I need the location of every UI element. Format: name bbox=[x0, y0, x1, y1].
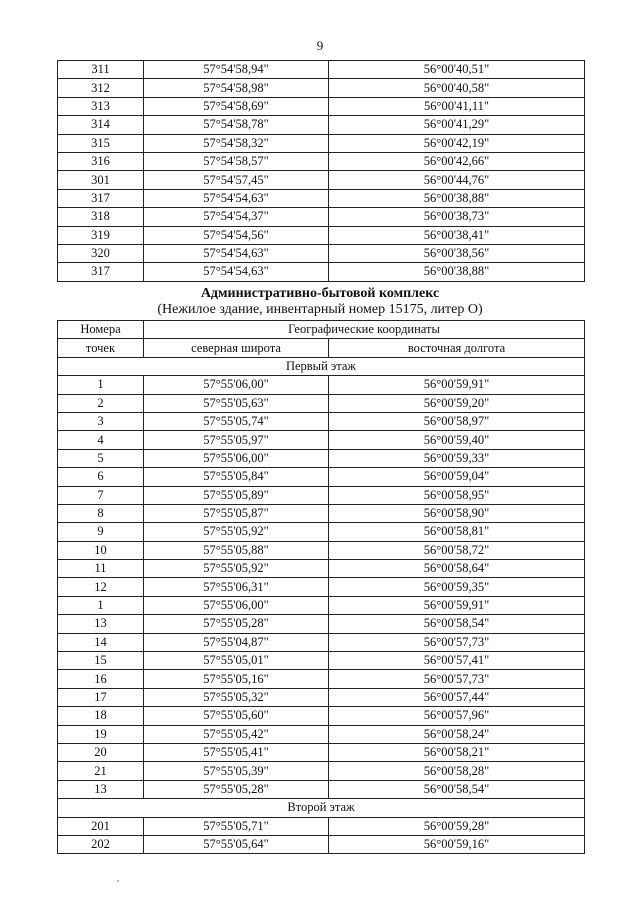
table-row bbox=[58, 468, 585, 486]
point-number-cell: 315 bbox=[58, 134, 144, 152]
longitude-cell: 56°00'57,73" bbox=[329, 670, 585, 688]
table-row bbox=[58, 116, 585, 134]
scan-speck bbox=[117, 880, 119, 882]
point-number-cell: 3 bbox=[58, 412, 144, 430]
latitude-cell: 57°54'54,56" bbox=[144, 226, 329, 244]
longitude-cell: 56°00'41,29" bbox=[329, 116, 585, 134]
point-number-cell: 10 bbox=[58, 541, 144, 559]
longitude-cell: 56°00'59,40" bbox=[329, 431, 585, 449]
latitude-cell: 57°55'05,84" bbox=[144, 468, 329, 486]
longitude-cell: 56°00'40,51" bbox=[329, 61, 585, 79]
point-number-cell: 12 bbox=[58, 578, 144, 596]
longitude-cell: 56°00'58,97" bbox=[329, 412, 585, 430]
latitude-cell: 57°55'05,42" bbox=[144, 725, 329, 743]
table-row bbox=[58, 817, 585, 835]
section-title: Административно-бытовой комплекс bbox=[200, 286, 440, 301]
longitude-cell: 56°00'58,72" bbox=[329, 541, 585, 559]
longitude-cell: 56°00'38,88" bbox=[329, 189, 585, 207]
longitude-cell: 56°00'59,33" bbox=[329, 449, 585, 467]
latitude-cell: 57°54'54,63" bbox=[144, 244, 329, 262]
table-row bbox=[58, 725, 585, 743]
latitude-cell: 57°55'05,97" bbox=[144, 431, 329, 449]
table-row bbox=[58, 780, 585, 798]
table-row bbox=[58, 707, 585, 725]
longitude-cell: 56°00'58,21" bbox=[329, 743, 585, 761]
point-number-cell: 7 bbox=[58, 486, 144, 504]
longitude-cell: 56°00'58,24" bbox=[329, 725, 585, 743]
latitude-cell: 57°55'05,01" bbox=[144, 652, 329, 670]
table-header bbox=[58, 321, 585, 358]
longitude-cell: 56°00'41,11" bbox=[329, 97, 585, 115]
point-number-cell: 314 bbox=[58, 116, 144, 134]
table-row bbox=[58, 449, 585, 467]
latitude-cell: 57°55'05,71" bbox=[144, 817, 329, 835]
latitude-cell: 57°54'58,78" bbox=[144, 116, 329, 134]
latitude-cell: 57°54'54,37" bbox=[144, 208, 329, 226]
latitude-cell: 57°55'06,00" bbox=[144, 449, 329, 467]
longitude-cell: 56°00'58,95" bbox=[329, 486, 585, 504]
table-row bbox=[58, 376, 585, 394]
table-row bbox=[58, 152, 585, 170]
latitude-cell: 57°54'58,69" bbox=[144, 97, 329, 115]
longitude-cell: 56°00'58,28" bbox=[329, 762, 585, 780]
latitude-cell: 57°55'05,92" bbox=[144, 560, 329, 578]
floor-label: Первый этаж bbox=[58, 357, 585, 375]
point-number-cell: 312 bbox=[58, 79, 144, 97]
point-number-cell: 317 bbox=[58, 189, 144, 207]
latitude-cell: 57°55'05,64" bbox=[144, 835, 329, 853]
point-number-cell: 8 bbox=[58, 504, 144, 522]
latitude-cell: 57°55'05,89" bbox=[144, 486, 329, 504]
table-row bbox=[58, 226, 585, 244]
table-row bbox=[58, 541, 585, 559]
main-table-body bbox=[58, 357, 585, 854]
longitude-cell: 56°00'44,76" bbox=[329, 171, 585, 189]
point-number-cell: 14 bbox=[58, 633, 144, 651]
point-number-cell: 11 bbox=[58, 560, 144, 578]
latitude-cell: 57°54'57,45" bbox=[144, 171, 329, 189]
floor-label: Второй этаж bbox=[58, 799, 585, 817]
point-number-cell: 5 bbox=[58, 449, 144, 467]
point-number-cell: 313 bbox=[58, 97, 144, 115]
longitude-cell: 56°00'58,90" bbox=[329, 504, 585, 522]
point-number-cell: 18 bbox=[58, 707, 144, 725]
point-number-cell: 301 bbox=[58, 171, 144, 189]
latitude-cell: 57°55'05,39" bbox=[144, 762, 329, 780]
latitude-header: северная широта bbox=[144, 339, 329, 357]
points-header-line1: Номера bbox=[58, 321, 144, 339]
table-row bbox=[58, 835, 585, 853]
point-number-cell: 316 bbox=[58, 152, 144, 170]
longitude-cell: 56°00'40,58" bbox=[329, 79, 585, 97]
latitude-cell: 57°55'05,28" bbox=[144, 780, 329, 798]
table-row bbox=[58, 263, 585, 281]
floor-row bbox=[58, 357, 585, 375]
point-number-cell: 1 bbox=[58, 376, 144, 394]
latitude-cell: 57°55'04,87" bbox=[144, 633, 329, 651]
latitude-cell: 57°55'05,74" bbox=[144, 412, 329, 430]
table-row bbox=[58, 79, 585, 97]
point-number-cell: 1 bbox=[58, 596, 144, 614]
longitude-cell: 56°00'58,81" bbox=[329, 523, 585, 541]
point-number-cell: 202 bbox=[58, 835, 144, 853]
latitude-cell: 57°55'05,63" bbox=[144, 394, 329, 412]
table-row bbox=[58, 189, 585, 207]
longitude-cell: 56°00'59,28" bbox=[329, 817, 585, 835]
table-row bbox=[58, 762, 585, 780]
table-row bbox=[58, 560, 585, 578]
latitude-cell: 57°54'58,57" bbox=[144, 152, 329, 170]
longitude-cell: 56°00'59,16" bbox=[329, 835, 585, 853]
point-number-cell: 4 bbox=[58, 431, 144, 449]
table-row bbox=[58, 578, 585, 596]
table-row bbox=[58, 670, 585, 688]
table-row bbox=[58, 504, 585, 522]
latitude-cell: 57°55'05,87" bbox=[144, 504, 329, 522]
page-number: 9 bbox=[316, 38, 324, 53]
point-number-cell: 13 bbox=[58, 615, 144, 633]
top-table-body bbox=[58, 61, 585, 282]
table-row bbox=[58, 615, 585, 633]
table-row bbox=[58, 596, 585, 614]
longitude-cell: 56°00'42,66" bbox=[329, 152, 585, 170]
latitude-cell: 57°54'58,98" bbox=[144, 79, 329, 97]
point-number-cell: 317 bbox=[58, 263, 144, 281]
point-number-cell: 16 bbox=[58, 670, 144, 688]
latitude-cell: 57°54'58,32" bbox=[144, 134, 329, 152]
point-number-cell: 2 bbox=[58, 394, 144, 412]
longitude-cell: 56°00'57,73" bbox=[329, 633, 585, 651]
longitude-cell: 56°00'58,54" bbox=[329, 615, 585, 633]
longitude-cell: 56°00'38,73" bbox=[329, 208, 585, 226]
table-row bbox=[58, 244, 585, 262]
table-row bbox=[58, 743, 585, 761]
longitude-cell: 56°00'59,04" bbox=[329, 468, 585, 486]
latitude-cell: 57°54'58,94" bbox=[144, 61, 329, 79]
longitude-cell: 56°00'57,44" bbox=[329, 688, 585, 706]
table-row bbox=[58, 97, 585, 115]
point-number-cell: 15 bbox=[58, 652, 144, 670]
point-number-cell: 13 bbox=[58, 780, 144, 798]
latitude-cell: 57°55'06,00" bbox=[144, 376, 329, 394]
point-number-cell: 320 bbox=[58, 244, 144, 262]
floor-row bbox=[58, 799, 585, 817]
table-row bbox=[58, 208, 585, 226]
longitude-cell: 56°00'58,54" bbox=[329, 780, 585, 798]
building-coordinates-table bbox=[57, 320, 585, 854]
point-number-cell: 6 bbox=[58, 468, 144, 486]
table-row bbox=[58, 61, 585, 79]
table-row bbox=[58, 688, 585, 706]
points-header-line2: точек bbox=[58, 339, 144, 357]
longitude-cell: 56°00'38,88" bbox=[329, 263, 585, 281]
longitude-cell: 56°00'59,20" bbox=[329, 394, 585, 412]
table-row bbox=[58, 652, 585, 670]
table-row bbox=[58, 394, 585, 412]
longitude-cell: 56°00'59,35" bbox=[329, 578, 585, 596]
point-number-cell: 17 bbox=[58, 688, 144, 706]
table-row bbox=[58, 486, 585, 504]
longitude-cell: 56°00'57,96" bbox=[329, 707, 585, 725]
latitude-cell: 57°54'54,63" bbox=[144, 263, 329, 281]
table-row bbox=[58, 134, 585, 152]
table-row bbox=[58, 633, 585, 651]
point-number-cell: 21 bbox=[58, 762, 144, 780]
latitude-cell: 57°55'05,60" bbox=[144, 707, 329, 725]
table-row bbox=[58, 171, 585, 189]
table-row bbox=[58, 412, 585, 430]
table-row bbox=[58, 431, 585, 449]
latitude-cell: 57°55'06,00" bbox=[144, 596, 329, 614]
latitude-cell: 57°55'05,16" bbox=[144, 670, 329, 688]
longitude-header: восточная долгота bbox=[329, 339, 585, 357]
coordinates-header: Географические координаты bbox=[144, 321, 585, 339]
coordinates-table-continued bbox=[57, 60, 585, 282]
latitude-cell: 57°55'05,41" bbox=[144, 743, 329, 761]
point-number-cell: 20 bbox=[58, 743, 144, 761]
latitude-cell: 57°54'54,63" bbox=[144, 189, 329, 207]
longitude-cell: 56°00'58,64" bbox=[329, 560, 585, 578]
longitude-cell: 56°00'59,91" bbox=[329, 596, 585, 614]
longitude-cell: 56°00'38,56" bbox=[329, 244, 585, 262]
longitude-cell: 56°00'59,91" bbox=[329, 376, 585, 394]
longitude-cell: 56°00'38,41" bbox=[329, 226, 585, 244]
latitude-cell: 57°55'05,28" bbox=[144, 615, 329, 633]
point-number-cell: 319 bbox=[58, 226, 144, 244]
section-subtitle: (Нежилое здание, инвентарный номер 15175, литер О) bbox=[157, 302, 483, 317]
point-number-cell: 318 bbox=[58, 208, 144, 226]
point-number-cell: 311 bbox=[58, 61, 144, 79]
longitude-cell: 56°00'57,41" bbox=[329, 652, 585, 670]
table-row bbox=[58, 523, 585, 541]
point-number-cell: 9 bbox=[58, 523, 144, 541]
point-number-cell: 19 bbox=[58, 725, 144, 743]
longitude-cell: 56°00'42,19" bbox=[329, 134, 585, 152]
latitude-cell: 57°55'05,32" bbox=[144, 688, 329, 706]
latitude-cell: 57°55'06,31" bbox=[144, 578, 329, 596]
point-number-cell: 201 bbox=[58, 817, 144, 835]
latitude-cell: 57°55'05,88" bbox=[144, 541, 329, 559]
latitude-cell: 57°55'05,92" bbox=[144, 523, 329, 541]
